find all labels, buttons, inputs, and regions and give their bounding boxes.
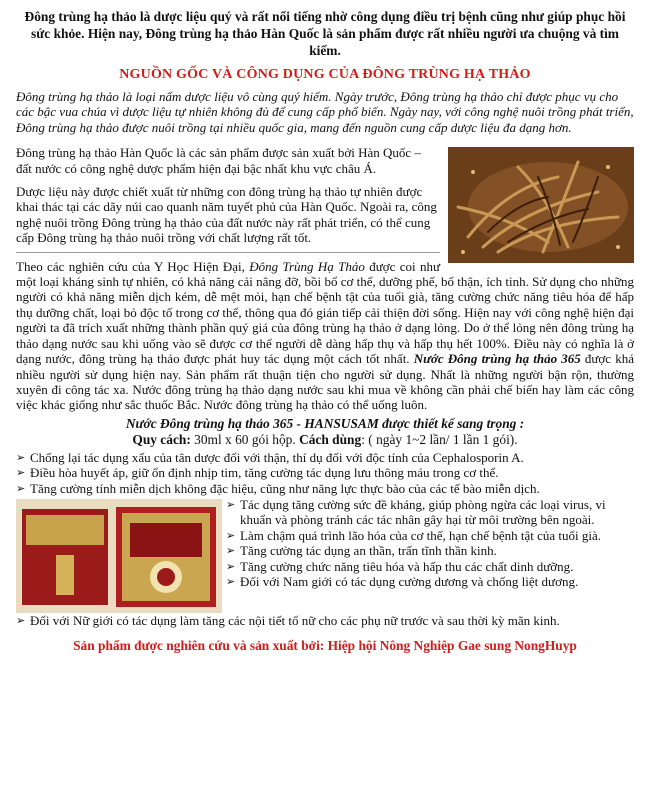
cordyceps-illustration — [448, 147, 634, 263]
product-title: Nước Đông trùng hạ thảo 365 - HANSUSAM được thiết kế sang trọng : — [125, 415, 525, 431]
divider — [16, 252, 440, 253]
korea-paragraph: Đông trùng hạ thảo Hàn Quốc là các sản phẩm được sản xuất bởi Hàn Quốc – đất nước có công nghệ dược phẩm hiện đại bậc nhất khu vực châu Á. — [16, 145, 421, 176]
cordyceps-photo — [448, 147, 634, 263]
list-item: ➢ Tác dụng tăng cường sức đề kháng, giúp phòng ngừa các loại virus, vi khuẩn và phòng tránh các tác nhân gây hại từ môi trường bên ngoài. — [226, 496, 606, 528]
product-box-illustration — [16, 499, 222, 613]
list-item: ➢ Đối với Nữ giới có tác dụng làm tăng các nội tiết tố nữ cho các phụ nữ trước và sau thời kỳ mãn kinh. — [16, 612, 560, 628]
research-text-2: được coi như một loại kháng sinh tự nhiên, có khả năng cải nâng đỡ, bồi bổ cơ thể, dưỡng phế, bổ thận, ích tinh. Sử dụng cho những người có khả năng miễn dịch kém, dễ mệt mỏi, hạn chế bệnh tật của tuổi già, tăng cường chức năng tiêu hóa để hấp thụ dưỡng chất, loại bỏ độc tố trong cơ thể, thông qua đó gián tiếp cải thiện đời sống. Hiện nay với công nghệ hiện đại người ta đã trích xuất những thành phần quý giá của đông trùng hạ thảo ở dạng lỏng. Do ở thể lỏng nên đông trùng hạ thảo dạng nước sau khi uống vào sẽ được cơ thể người dễ dàng hấp thụ và hấp thụ hết 100%. Điều này có nghĩa là ở dạng nước, đông trùng hạ thảo được phát huy tác dụng một cách tốt nhất. — [16, 258, 634, 367]
research-italic-term: Đông Trùng Hạ Thảo — [249, 258, 365, 274]
arrow-right-icon: ➢ — [226, 574, 236, 588]
list-item: ➢ Tăng cường tính miễn dịch không đặc hiệu, cũng như năng lực thực bào của các tế bào miễn dịch. — [16, 480, 540, 496]
research-text-3: được khá nhiều người sử dụng hiện nay. Sản phẩm rất thuận tiện cho người sử dụng. Nhất là những người bận rộn, thường xuyên đi công tác xa. Nước đông trùng hạ thảo dạng nước sau khi mua về không cần phải chế biến hay làm các công việc khác giống như sắc thuốc Bắc. Nước đông trùng hạ thảo có thể uống luôn. — [16, 351, 635, 413]
benefits-top-list — [16, 450, 634, 496]
research-paragraph — [16, 259, 634, 413]
spec-value-usage: : ( ngày 1~2 lần/ 1 lần 1 gói). — [361, 431, 518, 447]
extract-paragraph: Dược liệu này được chiết xuất từ những con đông trùng hạ thảo tự nhiên được khai thác tại các dãy núi cao quanh năm tuyết phủ của Hàn Quốc. Ngoài ra, công nghệ nuôi trồng Đông trùng hạ thảo của đất nước này rất phát triển, có thể cung cấp Đông trùng hạ thảo nuôi trồng với chất lượng rất tốt. — [16, 184, 437, 246]
list-item: ➢ Tăng cường chức năng tiêu hóa và hấp thu các chất dinh dưỡng. — [226, 558, 574, 574]
product-photo — [16, 499, 222, 613]
section-title: NGUỒN GỐC VÀ CÔNG DỤNG CỦA ĐÔNG TRÙNG HẠ THẢO — [119, 67, 531, 82]
benefits-last-list — [16, 613, 634, 628]
arrow-right-icon: ➢ — [16, 613, 26, 627]
arrow-right-icon: ➢ — [226, 544, 236, 558]
spec-label-size: Quy cách: — [132, 431, 191, 447]
footer-credit: Sản phẩm được nghiên cứu và sản xuất bởi: Hiệp hội Nông Nghiệp Gae sung NongHuyp — [73, 638, 577, 654]
list-item: ➢ Điều hòa huyết áp, giữ ổn định nhịp tim, tăng cường tác dụng lưu thông máu trong cơ thể. — [16, 465, 499, 481]
arrow-right-icon: ➢ — [226, 559, 236, 573]
intro-paragraph: Đông trùng hạ thảo là dược liệu quý và rất nổi tiếng nhờ công dụng điều trị bệnh cũng như giúp phục hồi sức khỏe. Hiện nay, Đông trùng hạ thảo Hàn Quốc là sản phẩm được rất nhiều người ưa chuộng và tìm kiếm. — [24, 9, 626, 58]
arrow-right-icon: ➢ — [226, 528, 236, 542]
list-item: ➢ Đối với Nam giới có tác dụng cường dương và chống liệt dương. — [226, 573, 579, 589]
research-text-1: Theo các nghiên cứu của Y Học Hiện Đại, — [16, 258, 250, 274]
benefits-side-list — [226, 497, 634, 613]
spec-value-size: 30ml x 60 gói hộp. — [190, 431, 300, 447]
italic-intro-paragraph: Đông trùng hạ thảo là loại nấm dược liệu vô cùng quý hiếm. Ngày trước, Đông trùng hạ thảo chỉ được phục vụ cho các bậc vua chúa vì dược liệu tự nhiên không đủ để cung cấp phổ biến. Ngày nay, với công nghệ nuôi trồng phát triển, Đông trùng hạ thảo được nuôi trồng tại nhiều quốc gia, mang đến nguồn cung cấp dược liệu đa dạng hơn. — [16, 89, 634, 135]
list-item: ➢ Tăng cường tác dụng an thần, trấn tĩnh thần kinh. — [226, 543, 497, 559]
arrow-right-icon: ➢ — [226, 497, 236, 511]
list-item: ➢ Làm chậm quá trình lão hóa của cơ thể, hạn chế bệnh tật của tuổi già. — [226, 527, 601, 543]
product-spec — [16, 432, 634, 448]
research-product-name: Nước Đông trùng hạ thảo 365 — [413, 351, 581, 367]
spec-label-usage: Cách dùng — [299, 431, 362, 447]
product-block — [16, 497, 634, 613]
list-item: ➢ Chống lại tác dụng xấu của tân dược đối với thận, thí dụ đối với độc tính của Cephalosporin A. — [16, 449, 524, 465]
arrow-right-icon: ➢ — [16, 466, 26, 480]
arrow-right-icon: ➢ — [16, 450, 26, 464]
arrow-right-icon: ➢ — [16, 481, 26, 495]
